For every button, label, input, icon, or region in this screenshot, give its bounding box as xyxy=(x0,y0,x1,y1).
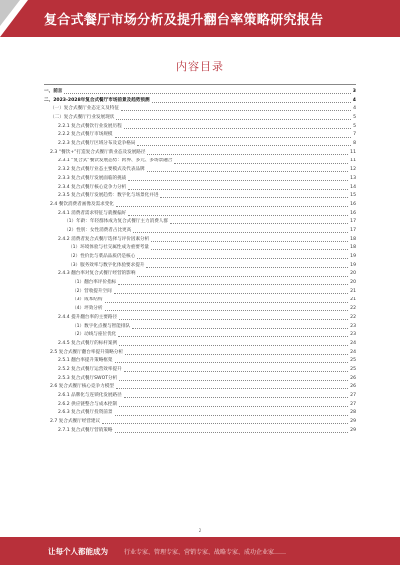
toc-leader-dots xyxy=(137,145,351,146)
toc-leader-dots xyxy=(174,163,348,164)
toc-leader-dots xyxy=(119,406,348,407)
toc-entry-title: 2.2.3 复合式餐厅区域分布及竞争格局 xyxy=(58,141,136,147)
toc-entry-title: （1）环境体验与社交属性成为重要考量 xyxy=(68,245,150,251)
toc-leader-dots xyxy=(121,110,351,111)
toc-entry[interactable] xyxy=(44,175,356,184)
toc-leader-dots xyxy=(160,197,348,198)
toc-entry-page: 24 xyxy=(350,340,356,346)
toc-entry-title: 2.5 复合式餐厅翻台率提升策略分析 xyxy=(50,349,124,355)
toc-entry-page: 28 xyxy=(350,410,356,416)
toc-divider xyxy=(44,84,356,85)
toc-entry-page: 27 xyxy=(350,401,356,407)
toc-entry[interactable] xyxy=(44,218,356,227)
toc-entry-title: （3）服务效率与数字化体验要求提升 xyxy=(68,262,145,268)
toc-entry[interactable] xyxy=(44,166,356,175)
toc-entry-page: 20 xyxy=(350,271,356,277)
toc-entry-page: 11 xyxy=(350,149,356,155)
toc-entry-page: 3 xyxy=(352,88,356,94)
toc-entry[interactable] xyxy=(44,262,356,271)
toc-entry-page: 26 xyxy=(350,375,356,381)
toc-entry-title: （一）复合式餐厅业态定义及特征 xyxy=(50,106,119,112)
toc-entry[interactable] xyxy=(44,114,356,123)
toc-entry-page: 5 xyxy=(353,115,356,121)
toc-entry-title: 2.3.1 “复合式”餐饮发展态势：跨界、多元、多场景融合 xyxy=(58,158,173,164)
header-corner-accent xyxy=(0,0,20,26)
toc-entry-page: 23 xyxy=(350,323,356,329)
toc-entry-page: 5 xyxy=(353,123,356,129)
toc-entry-title: （二）复合式餐厅行业发展现状 xyxy=(50,115,115,121)
toc-entry-title: 2.6.3 复合式餐厅投资前景 xyxy=(58,410,113,416)
toc-entry-page: 14 xyxy=(350,184,356,190)
toc-entry[interactable] xyxy=(44,88,356,97)
toc-entry[interactable] xyxy=(44,349,356,358)
toc-leader-dots xyxy=(118,284,348,285)
toc-entry[interactable] xyxy=(44,131,356,140)
toc-entry-page: 18 xyxy=(350,236,356,242)
toc-entry-page: 17 xyxy=(350,219,356,225)
toc-leader-dots xyxy=(133,232,348,233)
toc-entry-page: 22 xyxy=(350,306,356,312)
toc-entry-page: 16 xyxy=(350,201,356,207)
toc-leader-dots xyxy=(170,223,348,224)
toc-leader-dots xyxy=(128,180,348,181)
toc-entry-title: 2.3.3 复合式餐厅发展面临的挑战 xyxy=(58,175,127,181)
toc-leader-dots xyxy=(118,336,348,337)
table-of-contents xyxy=(44,88,356,436)
toc-entry-page: 26 xyxy=(350,384,356,390)
toc-entry[interactable] xyxy=(44,340,356,349)
toc-entry-title: （4）坪效分析 xyxy=(72,306,103,312)
toc-leader-dots xyxy=(64,93,350,94)
toc-leader-dots xyxy=(147,154,348,155)
toc-entry-title: 2.6.2 供应链整合与成本控制 xyxy=(58,401,118,407)
toc-entry-title: （2）动线与座位优化 xyxy=(72,332,117,338)
toc-leader-dots xyxy=(128,189,348,190)
toc-entry-page: 29 xyxy=(350,419,356,425)
toc-entry[interactable] xyxy=(44,305,356,314)
toc-leader-dots xyxy=(115,415,349,416)
toc-entry-title: 2.5.3 复合式餐厅SWOT分析 xyxy=(58,375,118,381)
toc-leader-dots xyxy=(102,423,348,424)
footer-slogan: 让每个人都能成为 xyxy=(48,547,108,556)
toc-entry[interactable] xyxy=(44,270,356,279)
toc-entry-page: 21 xyxy=(350,288,356,294)
toc-leader-dots xyxy=(116,206,348,207)
toc-leader-dots xyxy=(119,319,348,320)
toc-entry[interactable] xyxy=(44,392,356,401)
toc-entry[interactable] xyxy=(44,149,356,158)
toc-entry[interactable] xyxy=(44,140,356,149)
toc-leader-dots xyxy=(105,310,349,311)
toc-entry[interactable] xyxy=(44,244,356,253)
toc-entry-page: 25 xyxy=(350,366,356,372)
toc-entry-title: 2.3.2 复合式餐厅业态主要模式及代表品牌 xyxy=(58,167,145,173)
toc-entry[interactable] xyxy=(44,409,356,418)
toc-leader-dots xyxy=(146,267,348,268)
toc-entry[interactable] xyxy=(44,297,356,306)
toc-leader-dots xyxy=(116,388,348,389)
toc-entry-page: 11 xyxy=(350,158,356,164)
toc-entry-title: 2.4 餐饮消费者画像及需求变化 xyxy=(50,201,114,207)
toc-entry-page: 29 xyxy=(350,427,356,433)
toc-entry-page: 13 xyxy=(350,175,356,181)
toc-leader-dots xyxy=(116,119,351,120)
toc-entry-title: （1）翻台率评价指标 xyxy=(72,280,117,286)
toc-leader-dots xyxy=(132,328,348,329)
toc-entry-title: 2.4.3 翻台率对复合式餐厅经营的影响 xyxy=(58,271,136,277)
toc-entry-title: 2.4.4 提升翻台率的主要路径 xyxy=(58,314,118,320)
toc-entry-page: 19 xyxy=(350,254,356,260)
toc-entry[interactable] xyxy=(44,366,356,375)
toc-entry-page: 12 xyxy=(350,167,356,173)
toc-entry-page: 24 xyxy=(350,349,356,355)
toc-entry[interactable] xyxy=(44,236,356,245)
toc-entry[interactable] xyxy=(44,210,356,219)
toc-entry-page: 16 xyxy=(350,210,356,216)
toc-leader-dots xyxy=(105,302,349,303)
toc-entry-title: 2.3 “餐饮+”打造复合式餐厅新业态及发展路径 xyxy=(50,149,146,155)
toc-entry-title: （1）年龄：年轻群体成为复合式餐厅主力消费人群 xyxy=(64,219,168,225)
toc-entry-title: （3）成本结构 xyxy=(72,297,103,303)
toc-entry-title: 二、2023-2028年复合式餐厅市场前景及趋势预测 xyxy=(44,97,150,103)
toc-entry-title: 2.7.1 复合式餐厅营销策略 xyxy=(58,427,113,433)
toc-entry-page: 4 xyxy=(353,106,356,112)
toc-leader-dots xyxy=(137,258,348,259)
toc-entry[interactable] xyxy=(44,192,356,201)
toc-entry[interactable] xyxy=(44,375,356,384)
toc-leader-dots xyxy=(137,276,348,277)
toc-entry[interactable] xyxy=(44,184,356,193)
toc-entry-page: 27 xyxy=(350,393,356,399)
toc-entry-title: （2）性价比与菜品品质仍是核心 xyxy=(68,254,136,260)
toc-leader-dots xyxy=(124,128,351,129)
toc-entry[interactable] xyxy=(44,279,356,288)
toc-entry-title: 2.3.5 复合式餐厅发展趋势：数字化与场景化并进 xyxy=(58,193,159,199)
toc-entry[interactable] xyxy=(44,323,356,332)
toc-entry[interactable] xyxy=(44,105,356,114)
toc-entry[interactable] xyxy=(44,158,356,167)
report-footer xyxy=(0,537,400,565)
toc-entry-title: （2）营收提升空间 xyxy=(72,288,112,294)
toc-entry-title: 2.5.1 翻台率提升策略框架 xyxy=(58,358,113,364)
toc-entry[interactable] xyxy=(44,97,356,106)
toc-leader-dots xyxy=(128,215,348,216)
toc-entry-page: 4 xyxy=(352,97,356,103)
toc-entry-title: 一、前言 xyxy=(44,88,63,94)
toc-leader-dots xyxy=(152,102,351,103)
toc-entry[interactable] xyxy=(44,201,356,210)
toc-entry-page: 25 xyxy=(350,358,356,364)
toc-entry-title: 2.2.2 复合式餐厅市场规模 xyxy=(58,132,113,138)
toc-entry[interactable] xyxy=(44,288,356,297)
toc-leader-dots xyxy=(114,293,348,294)
toc-entry-title: （2）性别：女性消费者占比更高 xyxy=(64,227,132,233)
toc-entry-page: 18 xyxy=(350,245,356,251)
toc-entry-page: 23 xyxy=(350,332,356,338)
toc-entry-title: 2.7 复合式餐厅经营建议 xyxy=(50,419,101,425)
toc-entry-title: （1）数字化点餐与智能排队 xyxy=(72,323,131,329)
report-header xyxy=(0,0,400,37)
toc-entry[interactable] xyxy=(44,253,356,262)
toc-entry-title: 2.6.1 品牌化与连锁化发展路径 xyxy=(58,393,122,399)
toc-entry[interactable] xyxy=(44,357,356,366)
toc-entry-title: 2.2.1 复合式餐饮行业发展历程 xyxy=(58,123,122,129)
toc-leader-dots xyxy=(147,171,348,172)
toc-entry-title: 2.6 复合式餐厅核心竞争力模型 xyxy=(50,384,114,390)
toc-leader-dots xyxy=(124,397,348,398)
toc-leader-dots xyxy=(125,354,348,355)
toc-leader-dots xyxy=(115,432,349,433)
toc-entry[interactable] xyxy=(44,418,356,427)
toc-entry-page: 15 xyxy=(350,193,356,199)
toc-entry-page: 7 xyxy=(353,132,356,138)
toc-entry[interactable] xyxy=(44,227,356,236)
toc-entry-title: 2.4.1 消费者需求特征与就餐偏好 xyxy=(58,210,127,216)
toc-leader-dots xyxy=(151,241,348,242)
footer-description: 行业专家、管理专家、营销专家、战略专家、成功企业家…… xyxy=(124,549,287,556)
toc-entry[interactable] xyxy=(44,383,356,392)
toc-entry[interactable] xyxy=(44,123,356,132)
toc-heading: 内容目录 xyxy=(176,60,224,73)
toc-entry-page: 20 xyxy=(350,280,356,286)
toc-entry-title: 2.3.4 复合式餐厅核心竞争力分析 xyxy=(58,184,127,190)
toc-leader-dots xyxy=(151,249,348,250)
toc-leader-dots xyxy=(119,345,348,346)
toc-entry-page: 21 xyxy=(350,297,356,303)
toc-entry-title: 2.5.2 复合式餐厅运营效率提升 xyxy=(58,366,122,372)
toc-leader-dots xyxy=(115,362,349,363)
toc-entry[interactable] xyxy=(44,331,356,340)
report-title: 复合式餐厅市场分析及提升翻台率策略研究报告 xyxy=(44,13,324,28)
toc-leader-dots xyxy=(124,371,348,372)
toc-leader-dots xyxy=(119,380,348,381)
toc-entry-page: 8 xyxy=(353,141,356,147)
page-number: 2 xyxy=(198,528,202,533)
toc-entry-page: 17 xyxy=(350,227,356,233)
toc-entry[interactable] xyxy=(44,427,356,436)
toc-entry[interactable] xyxy=(44,314,356,323)
toc-entry[interactable] xyxy=(44,401,356,410)
toc-entry-page: 19 xyxy=(350,262,356,268)
toc-entry-title: 2.4.2 消费者复合式餐厅选择与评价因素分析 xyxy=(58,236,150,242)
toc-entry-title: 2.4.5 复合式餐厅的标杆案例 xyxy=(58,340,118,346)
toc-entry-page: 22 xyxy=(350,314,356,320)
toc-leader-dots xyxy=(115,137,352,138)
